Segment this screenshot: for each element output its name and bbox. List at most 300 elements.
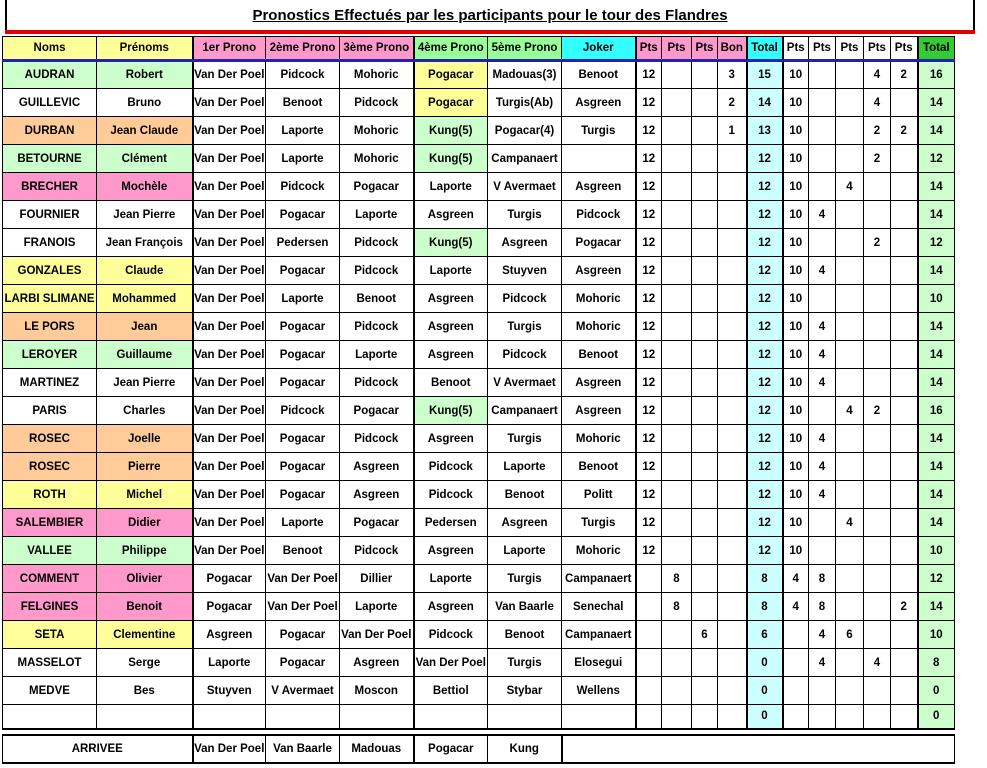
prono-2-cell[interactable]: Pogacar [266,481,340,509]
pts2-4-cell[interactable] [864,257,891,285]
joker-cell[interactable]: Asgreen [562,173,636,201]
header-pts2-3[interactable]: Pts [836,37,864,61]
pts-1-cell[interactable]: 12 [636,453,662,481]
prono-5-cell[interactable]: Turgis [488,313,562,341]
pts2-2-cell[interactable]: 8 [809,593,836,621]
prono-1-cell[interactable]: Van Der Poel [193,537,266,565]
pts-2-cell[interactable] [662,61,692,89]
pts-1-cell[interactable]: 12 [636,537,662,565]
pts2-5-cell[interactable] [891,173,918,201]
bon-cell[interactable] [718,369,747,397]
bon-cell[interactable] [718,453,747,481]
header-total-1[interactable]: Total [747,37,783,61]
prono-3-cell[interactable]: Van Der Poel [340,621,414,649]
pts2-2-cell[interactable] [809,61,836,89]
header-noms[interactable]: Noms [3,37,97,61]
pts2-3-cell[interactable] [836,453,864,481]
pts-1-cell[interactable]: 12 [636,61,662,89]
prono-5-cell[interactable]: Stuyven [488,257,562,285]
pts-1-cell[interactable]: 12 [636,509,662,537]
pts2-5-cell[interactable] [891,201,918,229]
prono-1-cell[interactable]: Van Der Poel [193,369,266,397]
total-2-cell[interactable]: 14 [918,173,955,201]
pts2-5-cell[interactable]: 2 [891,61,918,89]
pts2-3-cell[interactable] [836,341,864,369]
total-2-cell[interactable]: 16 [918,397,955,425]
prono-5-cell[interactable]: Turgis [488,649,562,677]
total-2-cell[interactable]: 8 [918,649,955,677]
total-2-cell[interactable]: 14 [918,481,955,509]
prono-4-cell[interactable]: Asgreen [414,201,488,229]
pts-2-cell[interactable] [662,201,692,229]
pts2-2-cell[interactable] [809,117,836,145]
header-pts-1[interactable]: Pts [636,37,662,61]
prono-2-cell[interactable]: Pedersen [266,229,340,257]
nom-cell[interactable]: GONZALES [3,257,97,285]
pts-2-cell[interactable] [662,145,692,173]
joker-cell[interactable]: Pogacar [562,229,636,257]
pts-3-cell[interactable] [692,61,718,89]
pts2-4-cell[interactable] [864,509,891,537]
pts2-4-cell[interactable] [864,593,891,621]
prono-4-cell[interactable]: Asgreen [414,285,488,313]
prenom-cell[interactable]: Clément [97,145,193,173]
prono-5-cell[interactable]: Benoot [488,481,562,509]
pts2-3-cell[interactable]: 4 [836,397,864,425]
pts-1-cell[interactable] [636,649,662,677]
pts-2-cell[interactable] [662,537,692,565]
total-2-cell[interactable]: 12 [918,565,955,593]
pts2-2-cell[interactable] [809,509,836,537]
bon-cell[interactable] [718,229,747,257]
pts2-2-cell[interactable] [809,397,836,425]
prono-1-cell[interactable]: Van Der Poel [193,481,266,509]
header-prono-4[interactable]: 4ème Prono [414,37,488,61]
bon-cell[interactable] [718,425,747,453]
prono-1-cell[interactable]: Van Der Poel [193,509,266,537]
prono-3-cell[interactable]: Mohoric [340,117,414,145]
nom-cell[interactable]: SALEMBIER [3,509,97,537]
total-1-cell[interactable]: 12 [747,145,783,173]
total-2-cell[interactable]: 14 [918,117,955,145]
nom-cell[interactable]: PARIS [3,397,97,425]
pts-2-cell[interactable] [662,677,692,705]
pts-1-cell[interactable]: 12 [636,173,662,201]
pts2-1-cell[interactable]: 10 [783,509,809,537]
pts2-3-cell[interactable] [836,257,864,285]
total-2-cell[interactable]: 12 [918,145,955,173]
prono-4-cell[interactable]: Asgreen [414,593,488,621]
prono-1-cell[interactable]: Van Der Poel [193,341,266,369]
prono-1-cell[interactable]: Van Der Poel [193,89,266,117]
prono-3-cell[interactable] [340,705,414,729]
prono-3-cell[interactable]: Asgreen [340,481,414,509]
pts-3-cell[interactable] [692,229,718,257]
pts2-1-cell[interactable]: 10 [783,61,809,89]
nom-cell[interactable]: DURBAN [3,117,97,145]
pts2-5-cell[interactable] [891,341,918,369]
prono-3-cell[interactable]: Pidcock [340,425,414,453]
total-1-cell[interactable]: 12 [747,201,783,229]
pts-3-cell[interactable]: 6 [692,621,718,649]
total-1-cell[interactable]: 12 [747,341,783,369]
pts2-4-cell[interactable] [864,425,891,453]
header-pts2-1[interactable]: Pts [783,37,809,61]
prono-2-cell[interactable]: Laporte [266,117,340,145]
prono-5-cell[interactable]: V Avermaet [488,173,562,201]
header-pts-2[interactable]: Pts [662,37,692,61]
pts2-4-cell[interactable]: 4 [864,89,891,117]
prono-3-cell[interactable]: Benoot [340,285,414,313]
joker-cell[interactable]: Campanaert [562,621,636,649]
bon-cell[interactable]: 3 [718,61,747,89]
pts2-3-cell[interactable] [836,425,864,453]
prono-4-cell[interactable]: Laporte [414,565,488,593]
pts2-1-cell[interactable]: 10 [783,481,809,509]
prenom-cell[interactable]: Michel [97,481,193,509]
prenom-cell[interactable]: Bruno [97,89,193,117]
total-1-cell[interactable]: 6 [747,621,783,649]
prono-3-cell[interactable]: Mohoric [340,61,414,89]
prono-3-cell[interactable]: Moscon [340,677,414,705]
prono-5-cell[interactable]: Laporte [488,537,562,565]
pts-3-cell[interactable] [692,145,718,173]
pts2-2-cell[interactable]: 4 [809,369,836,397]
pts-3-cell[interactable] [692,509,718,537]
bon-cell[interactable] [718,313,747,341]
header-pts2-4[interactable]: Pts [864,37,891,61]
prenom-cell[interactable]: Bes [97,677,193,705]
pts2-5-cell[interactable] [891,705,918,729]
pts2-4-cell[interactable] [864,453,891,481]
prono-5-cell[interactable]: Benoot [488,621,562,649]
pts2-4-cell[interactable]: 2 [864,117,891,145]
prono-1-cell[interactable] [193,705,266,729]
pts-1-cell[interactable]: 12 [636,397,662,425]
prono-5-cell[interactable]: Turgis [488,425,562,453]
nom-cell[interactable]: AUDRAN [3,61,97,89]
pts2-1-cell[interactable]: 10 [783,145,809,173]
pts2-2-cell[interactable]: 8 [809,565,836,593]
pts2-5-cell[interactable] [891,677,918,705]
total-1-cell[interactable]: 12 [747,173,783,201]
pts-2-cell[interactable] [662,425,692,453]
prenom-cell[interactable]: Claude [97,257,193,285]
pts2-3-cell[interactable] [836,313,864,341]
pts2-4-cell[interactable] [864,369,891,397]
prono-2-cell[interactable]: Pogacar [266,257,340,285]
prono-4-cell[interactable]: Pidcock [414,621,488,649]
prono-2-cell[interactable]: Laporte [266,145,340,173]
prono-3-cell[interactable]: Laporte [340,201,414,229]
prono-2-cell[interactable]: Laporte [266,509,340,537]
prono-3-cell[interactable]: Pidcock [340,537,414,565]
prono-2-cell[interactable]: Benoot [266,537,340,565]
bon-cell[interactable]: 2 [718,89,747,117]
pts-2-cell[interactable] [662,509,692,537]
prono-3-cell[interactable]: Pidcock [340,257,414,285]
prono-1-cell[interactable]: Asgreen [193,621,266,649]
prono-4-cell[interactable]: Asgreen [414,425,488,453]
pts2-3-cell[interactable] [836,369,864,397]
total-2-cell[interactable]: 16 [918,61,955,89]
prono-1-cell[interactable]: Van Der Poel [193,453,266,481]
pts2-5-cell[interactable] [891,369,918,397]
prono-4-cell[interactable]: Laporte [414,173,488,201]
pts2-3-cell[interactable]: 4 [836,173,864,201]
pts2-2-cell[interactable]: 4 [809,313,836,341]
pts2-4-cell[interactable] [864,677,891,705]
pts2-5-cell[interactable] [891,453,918,481]
joker-cell[interactable]: Asgreen [562,397,636,425]
prono-5-cell[interactable]: V Avermaet [488,369,562,397]
header-pts2-5[interactable]: Pts [891,37,918,61]
pts-1-cell[interactable] [636,705,662,729]
arrivee-result-2[interactable]: Van Baarle [266,735,340,763]
prono-5-cell[interactable]: Pogacar(4) [488,117,562,145]
pts-1-cell[interactable]: 12 [636,425,662,453]
prono-3-cell[interactable]: Dillier [340,565,414,593]
pts2-3-cell[interactable] [836,565,864,593]
pts-1-cell[interactable]: 12 [636,145,662,173]
prono-5-cell[interactable]: Turgis [488,201,562,229]
pts-1-cell[interactable]: 12 [636,201,662,229]
total-1-cell[interactable]: 12 [747,397,783,425]
prenom-cell[interactable]: Jean Pierre [97,369,193,397]
pts2-3-cell[interactable] [836,117,864,145]
prono-5-cell[interactable]: Campanaert [488,145,562,173]
pts2-1-cell[interactable]: 10 [783,285,809,313]
pts2-5-cell[interactable] [891,621,918,649]
pts-2-cell[interactable] [662,285,692,313]
prono-4-cell[interactable]: Pedersen [414,509,488,537]
nom-cell[interactable]: BETOURNE [3,145,97,173]
nom-cell[interactable]: MARTINEZ [3,369,97,397]
total-1-cell[interactable]: 12 [747,509,783,537]
pts2-2-cell[interactable] [809,285,836,313]
prono-3-cell[interactable]: Pidcock [340,313,414,341]
pts-2-cell[interactable] [662,705,692,729]
joker-cell[interactable]: Turgis [562,117,636,145]
prono-4-cell[interactable]: Laporte [414,257,488,285]
total-1-cell[interactable]: 12 [747,369,783,397]
pts2-1-cell[interactable]: 10 [783,425,809,453]
prenom-cell[interactable]: Jean [97,313,193,341]
pts-3-cell[interactable] [692,285,718,313]
pts2-2-cell[interactable]: 4 [809,453,836,481]
pts2-5-cell[interactable] [891,481,918,509]
pts2-4-cell[interactable]: 2 [864,145,891,173]
bon-cell[interactable] [718,593,747,621]
prono-3-cell[interactable]: Asgreen [340,453,414,481]
prenom-cell[interactable]: Serge [97,649,193,677]
joker-cell[interactable] [562,705,636,729]
prono-4-cell[interactable]: Kung(5) [414,397,488,425]
pts2-5-cell[interactable] [891,425,918,453]
prono-3-cell[interactable]: Pogacar [340,173,414,201]
nom-cell[interactable]: BRECHER [3,173,97,201]
prono-2-cell[interactable]: Pogacar [266,313,340,341]
pts2-5-cell[interactable] [891,285,918,313]
pts2-1-cell[interactable]: 10 [783,173,809,201]
total-1-cell[interactable]: 12 [747,313,783,341]
prono-5-cell[interactable]: Asgreen [488,509,562,537]
prono-5-cell[interactable]: Madouas(3) [488,61,562,89]
total-1-cell[interactable]: 0 [747,677,783,705]
pts2-2-cell[interactable] [809,229,836,257]
prono-2-cell[interactable]: Pogacar [266,425,340,453]
pts-1-cell[interactable] [636,621,662,649]
pts2-3-cell[interactable] [836,145,864,173]
joker-cell[interactable]: Asgreen [562,89,636,117]
pts2-2-cell[interactable] [809,173,836,201]
pts-1-cell[interactable] [636,677,662,705]
total-2-cell[interactable]: 14 [918,453,955,481]
pts-2-cell[interactable] [662,341,692,369]
bon-cell[interactable] [718,649,747,677]
total-1-cell[interactable]: 12 [747,285,783,313]
prono-2-cell[interactable]: Pogacar [266,369,340,397]
total-2-cell[interactable]: 10 [918,285,955,313]
pts-2-cell[interactable]: 8 [662,593,692,621]
prono-4-cell[interactable]: Pogacar [414,89,488,117]
prono-1-cell[interactable]: Van Der Poel [193,285,266,313]
total-1-cell[interactable]: 0 [747,705,783,729]
prono-3-cell[interactable]: Mohoric [340,145,414,173]
arrivee-result-4[interactable]: Pogacar [414,735,488,763]
pts2-2-cell[interactable] [809,537,836,565]
joker-cell[interactable]: Wellens [562,677,636,705]
pts-2-cell[interactable] [662,117,692,145]
prono-2-cell[interactable]: Pogacar [266,453,340,481]
pts-2-cell[interactable] [662,313,692,341]
pts2-1-cell[interactable]: 10 [783,313,809,341]
prenom-cell[interactable]: Jean Claude [97,117,193,145]
pts2-3-cell[interactable] [836,229,864,257]
prono-2-cell[interactable]: Pogacar [266,201,340,229]
joker-cell[interactable]: Mohoric [562,285,636,313]
pts2-3-cell[interactable] [836,537,864,565]
prono-2-cell[interactable] [266,705,340,729]
bon-cell[interactable] [718,341,747,369]
prono-5-cell[interactable]: Pidcock [488,341,562,369]
prenom-cell[interactable]: Clementine [97,621,193,649]
pts2-4-cell[interactable]: 2 [864,229,891,257]
prono-4-cell[interactable]: Benoot [414,369,488,397]
total-2-cell[interactable]: 14 [918,509,955,537]
pts2-3-cell[interactable] [836,705,864,729]
prenom-cell[interactable]: Mohammed [97,285,193,313]
prenom-cell[interactable]: Robert [97,61,193,89]
nom-cell[interactable]: MASSELOT [3,649,97,677]
total-2-cell[interactable]: 14 [918,201,955,229]
joker-cell[interactable]: Turgis [562,509,636,537]
prono-4-cell[interactable]: Kung(5) [414,117,488,145]
pts-1-cell[interactable] [636,565,662,593]
prono-2-cell[interactable]: Laporte [266,285,340,313]
prenom-cell[interactable]: Mochèle [97,173,193,201]
pts2-1-cell[interactable] [783,677,809,705]
pts-3-cell[interactable] [692,257,718,285]
pts2-4-cell[interactable] [864,285,891,313]
pts-1-cell[interactable]: 12 [636,257,662,285]
pts2-5-cell[interactable] [891,565,918,593]
pts-2-cell[interactable] [662,481,692,509]
pts2-4-cell[interactable]: 4 [864,649,891,677]
pts2-3-cell[interactable] [836,481,864,509]
pts-3-cell[interactable] [692,705,718,729]
pts-3-cell[interactable] [692,453,718,481]
total-1-cell[interactable]: 12 [747,537,783,565]
pts2-2-cell[interactable]: 4 [809,257,836,285]
bon-cell[interactable] [718,677,747,705]
nom-cell[interactable]: VALLEE [3,537,97,565]
prono-4-cell[interactable]: Asgreen [414,537,488,565]
header-bon[interactable]: Bon [718,37,747,61]
prono-3-cell[interactable]: Pogacar [340,509,414,537]
joker-cell[interactable]: Benoot [562,61,636,89]
pts2-4-cell[interactable] [864,705,891,729]
nom-cell[interactable]: LE PORS [3,313,97,341]
pts2-3-cell[interactable] [836,89,864,117]
pts2-2-cell[interactable] [809,705,836,729]
arrivee-result-1[interactable]: Van Der Poel [193,735,266,763]
prono-3-cell[interactable]: Pidcock [340,369,414,397]
pts2-2-cell[interactable] [809,677,836,705]
prono-4-cell[interactable] [414,705,488,729]
pts-1-cell[interactable]: 12 [636,89,662,117]
total-2-cell[interactable]: 0 [918,677,955,705]
prono-4-cell[interactable]: Pidcock [414,453,488,481]
prono-1-cell[interactable]: Stuyven [193,677,266,705]
bon-cell[interactable] [718,481,747,509]
prono-1-cell[interactable]: Van Der Poel [193,145,266,173]
header-joker[interactable]: Joker [562,37,636,61]
prenom-cell[interactable]: Guillaume [97,341,193,369]
total-1-cell[interactable]: 12 [747,257,783,285]
pts2-2-cell[interactable]: 4 [809,341,836,369]
total-1-cell[interactable]: 12 [747,425,783,453]
pts2-3-cell[interactable] [836,201,864,229]
bon-cell[interactable] [718,257,747,285]
total-1-cell[interactable]: 13 [747,117,783,145]
prono-4-cell[interactable]: Van Der Poel [414,649,488,677]
pts-1-cell[interactable]: 12 [636,369,662,397]
pts2-1-cell[interactable]: 10 [783,201,809,229]
joker-cell[interactable]: Pidcock [562,201,636,229]
pts2-2-cell[interactable]: 4 [809,649,836,677]
pts-2-cell[interactable] [662,173,692,201]
total-1-cell[interactable]: 12 [747,453,783,481]
joker-cell[interactable]: Benoot [562,341,636,369]
prono-1-cell[interactable]: Van Der Poel [193,313,266,341]
total-2-cell[interactable]: 14 [918,89,955,117]
prono-3-cell[interactable]: Laporte [340,341,414,369]
prono-2-cell[interactable]: Van Der Poel [266,593,340,621]
bon-cell[interactable] [718,285,747,313]
pts2-4-cell[interactable] [864,173,891,201]
prono-4-cell[interactable]: Kung(5) [414,229,488,257]
nom-cell[interactable] [3,705,97,729]
prono-5-cell[interactable]: Laporte [488,453,562,481]
prenom-cell[interactable]: Joelle [97,425,193,453]
pts2-1-cell[interactable] [783,621,809,649]
prenom-cell[interactable]: Jean Pierre [97,201,193,229]
bon-cell[interactable]: 1 [718,117,747,145]
pts2-4-cell[interactable]: 4 [864,61,891,89]
pts2-1-cell[interactable]: 10 [783,537,809,565]
prono-5-cell[interactable]: Van Baarle [488,593,562,621]
